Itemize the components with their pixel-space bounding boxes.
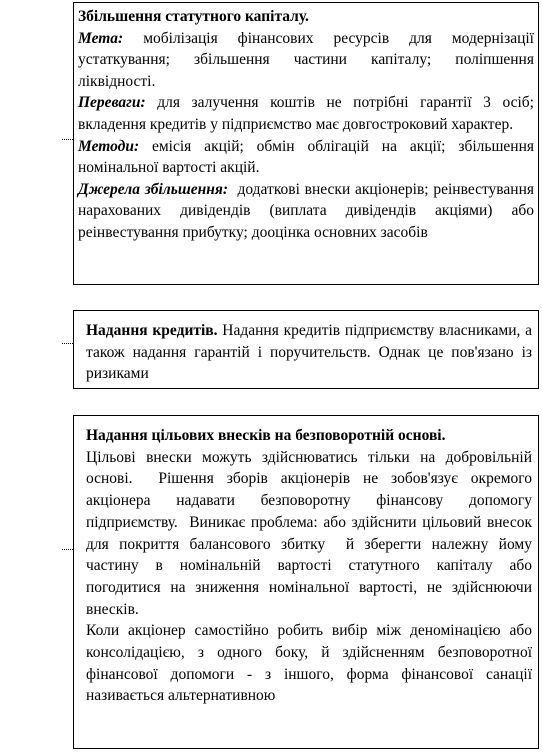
sources-paragraph <box>78 179 538 244</box>
sources-label: Джерела збільшення: <box>78 180 228 198</box>
connector-line-1 <box>62 139 73 140</box>
capital-increase-title-text: Збільшення статутного капіталу. <box>78 8 309 25</box>
sources-text: додаткові внески акціонерів; реінвестування нарахованих дивідендів (виплата дивідендів акціями) або реінвестування прибутку; дооцінка основних засобів <box>78 180 538 241</box>
connector-line-2 <box>62 343 73 344</box>
methods-label: Методи: <box>78 137 140 155</box>
advantages-label: Переваги: <box>78 94 146 112</box>
goal-paragraph <box>78 28 534 93</box>
methods-paragraph <box>78 136 534 179</box>
target-contributions-box <box>73 415 539 749</box>
capital-increase-box <box>73 2 539 285</box>
credits-text: Надання кредитів підприємству власниками, а також надання гарантій і поручительств. Однак це пов'язано із ризиками <box>86 322 532 383</box>
credits-paragraph <box>86 320 532 385</box>
methods-text: емісія акцій; обмін облігацій на акції; збільшення номінальної вартості акцій. <box>78 137 534 177</box>
advantages-text: для залучення коштів не потрібні гарантії 3 осіб; вкладення кредитів у підприємство має довгостроковий характер. <box>78 94 534 133</box>
credits-box <box>73 310 539 389</box>
target-contributions-title <box>86 425 532 447</box>
target-contributions-paragraph-1: Цільові внески можуть здійснюватись тільки на добровільній основі. Рішення зборів акціонерів не зобов'язує окремого акціонера надавати безповоротну фінансову допомогу підприємству. Виникає проблема: або здійснити цільовий внесок для покриття балансового збитку й зберегти належну йому частину в номінальній вартості статутного капіталу або погодитися на зниження номінальної вартості, не здійснюючи внесків. <box>86 448 536 618</box>
goal-label: Мета: <box>78 29 124 47</box>
capital-increase-title <box>78 6 534 28</box>
goal-text: мобілізація фінансових ресурсів для модернізації устаткування; збільшення частини капіталу; поліпшення ліквідності. <box>78 29 534 90</box>
credits-title: Надання кредитів. <box>86 322 218 339</box>
connector-line-3 <box>62 549 73 550</box>
target-contributions-paragraph-2: Коли акціонер самостійно робить вибір між деномінацією або консолідацією, з одного боку, й здійсненням безповоротної фінансової допомоги - з іншого, форма фінансової санації називається альтернативною <box>86 622 532 705</box>
advantages-paragraph <box>78 92 534 135</box>
target-contributions-title-text: Надання цільових внесків на безповоротній основі. <box>86 427 446 444</box>
